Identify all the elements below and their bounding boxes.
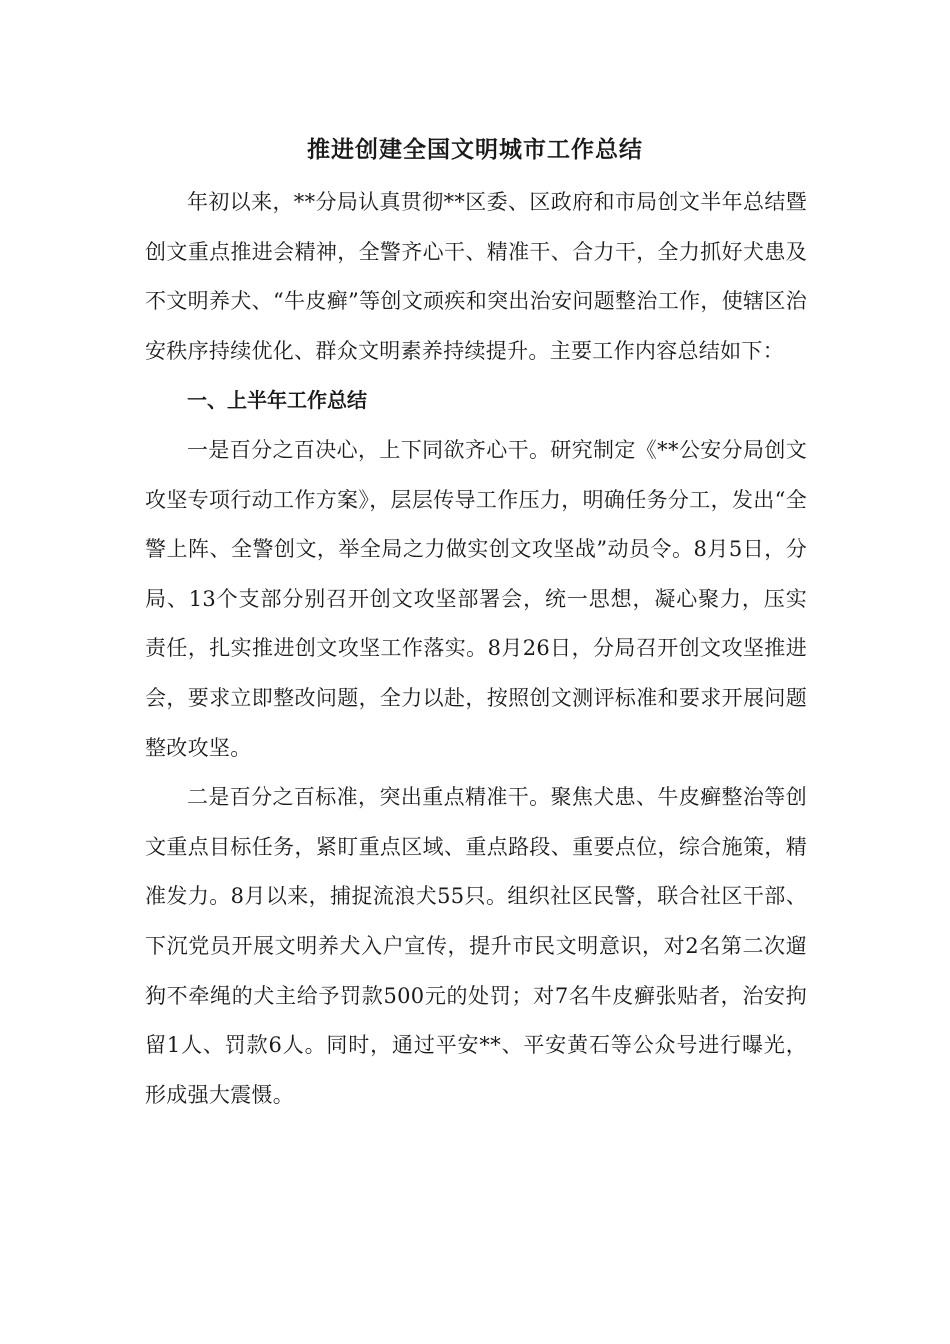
intro-paragraph: 年初以来，**分局认真贯彻**区委、区政府和市局创文半年总结暨创文重点推进会精神，全警齐心干、精准干、合力干，全力抓好犬患及不文明养犬、“牛皮癣”等创文顽疾和突出治安问题整治工作，使辖区治安秩序持续优化、群众文明素养持续提升。主要工作内容总结如下： — [145, 190, 807, 363]
section-heading: 一、上半年工作总结 — [187, 388, 367, 413]
paragraph-standard: 二是百分之百标准，突出重点精准干。聚焦犬患、牛皮癣整治等创文重点目标任务，紧盯重点区域、重点路段、重要点位，综合施策，精准发力。8月以来，捕捉流浪犬55只。组织社区民警，联合社区干部、下沉党员开展文明养犬入户宣传，提升市民文明意识，对2名第二次遛狗不牵绳的犬主给予罚款500元的处罚；对7名牛皮癣张贴者，治安拘留1人、罚款6人。同时，通过平安**、平安黄石等公众号进行曝光，形成强大震慑。 — [145, 785, 807, 1107]
paragraph-determination: 一是百分之百决心，上下同欲齐心干。研究制定《**公安分局创文攻坚专项行动工作方案》，层层传导工作压力，明确任务分工，发出“全警上阵、全警创文，举全局之力做实创文攻坚战”动员令。8月5日，分局、13个支部分别召开创文攻坚部署会，统一思想，凝心聚力，压实责任，扎实推进创文攻坚工作落实。8月26日，分局召开创文攻坚推进会，要求立即整改问题，全力以赴，按照创文测评标准和要求开展问题整改攻坚。 — [145, 437, 807, 760]
document-body — [145, 178, 807, 1120]
document-title: 推进创建全国文明城市工作总结 — [307, 137, 643, 163]
